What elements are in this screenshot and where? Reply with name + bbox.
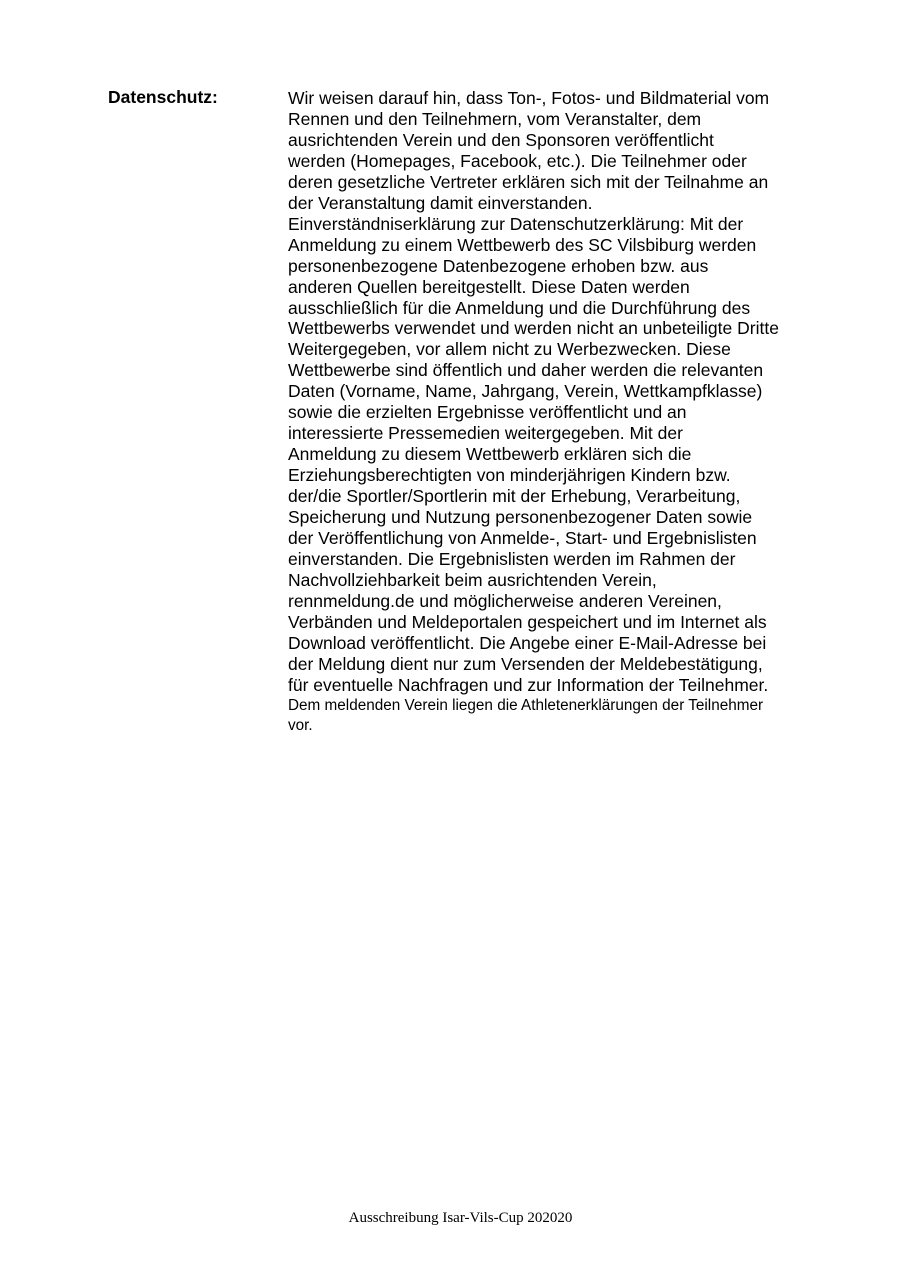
text-line: Speicherung und Nutzung personenbezogener Daten sowie	[288, 507, 753, 528]
text-line: Wir weisen darauf hin, dass Ton-, Fotos- und Bildmaterial vom	[288, 88, 770, 108]
text-line: Nachvollziehbarkeit beim ausrichtenden Verein,	[288, 569, 657, 590]
page-footer: Ausschreibung Isar-Vils-Cup 202020	[348, 1210, 573, 1226]
privacy-statement-text	[288, 88, 828, 737]
text-line: Weitergegeben, vor allem nicht zu Werbezwecken. Diese	[288, 339, 731, 360]
text-line: ausschließlich für die Anmeldung und die Durchführung des	[288, 297, 751, 318]
text-line: der Meldung dient nur zum Versenden der Meldebestätigung,	[288, 653, 763, 674]
text-line: Wettbewerbe sind öffentlich und daher werden die relevanten	[288, 360, 764, 381]
text-line: einverstanden. Die Ergebnislisten werden im Rahmen der	[288, 548, 736, 569]
text-line: der Veranstaltung damit einverstanden.	[288, 192, 593, 213]
text-line: Anmeldung zu einem Wettbewerb des SC Vilsbiburg werden	[288, 234, 757, 255]
text-line: werden (Homepages, Facebook, etc.). Die Teilnehmer oder	[288, 150, 747, 171]
text-line: rennmeldung.de und möglicherweise anderen Vereinen,	[288, 590, 722, 611]
text-line: interessierte Pressemedien weitergegeben. Mit der	[288, 423, 683, 444]
text-line: der Veröffentlichung von Anmelde-, Start- und Ergebnislisten	[288, 528, 757, 549]
text-line: ausrichtenden Verein und den Sponsoren veröffentlicht	[288, 129, 714, 150]
text-line: Verbänden und Meldeportalen gespeichert und im Internet als	[288, 611, 767, 632]
text-line: Anmeldung zu diesem Wettbewerb erklären sich die	[288, 444, 692, 465]
text-line: Erziehungsberechtigten von minderjährigen Kindern bzw.	[288, 465, 731, 486]
text-line: deren gesetzliche Vertreter erklären sich mit der Teilnahme an	[288, 171, 769, 192]
text-line: Daten (Vorname, Name, Jahrgang, Verein, Wettkampfklasse)	[288, 381, 763, 402]
text-line: für eventuelle Nachfragen und zur Information der Teilnehmer.	[288, 674, 769, 695]
text-line: Wettbewerbs verwendet und werden nicht an unbeteiligte Dritte	[288, 318, 779, 339]
text-line: anderen Quellen bereitgestellt. Diese Daten werden	[288, 276, 690, 297]
text-line: sowie die erzielten Ergebnisse veröffentlicht und an	[288, 402, 687, 423]
text-line: personenbezogene Datenbezogene erhoben bzw. aus	[288, 255, 709, 276]
text-line: Rennen und den Teilnehmern, vom Veranstalter, dem	[288, 108, 702, 129]
text-line: Download veröffentlicht. Die Angebe einer E-Mail-Adresse bei	[288, 632, 767, 653]
text-line: Einverständniserklärung zur Datenschutzerklärung: Mit der	[288, 213, 744, 234]
section-label-datenschutz: Datenschutz:	[108, 87, 218, 107]
text-line: vor.	[288, 717, 313, 735]
text-line: Dem meldenden Verein liegen die Athletenerklärungen der Teilnehmer	[288, 696, 764, 714]
text-line: der/die Sportler/Sportlerin mit der Erhebung, Verarbeitung,	[288, 486, 741, 507]
